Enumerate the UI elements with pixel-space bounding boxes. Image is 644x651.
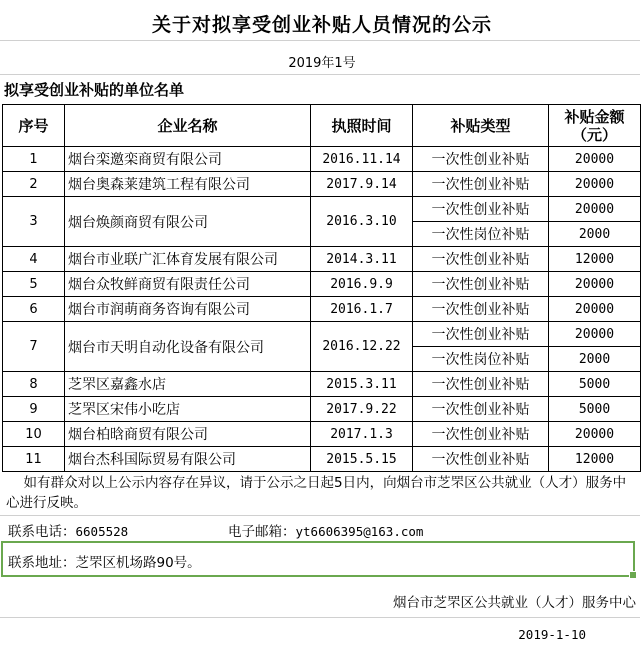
cell-no[interactable]: 1: [3, 147, 65, 172]
sheet-gridline: [0, 74, 640, 75]
cell-subsidy-type[interactable]: 一次性创业补贴: [413, 422, 549, 447]
cell-no[interactable]: 7: [3, 322, 65, 372]
phone-label: 联系电话：: [8, 524, 76, 540]
cell-company-name[interactable]: 烟台奥森莱建筑工程有限公司: [65, 172, 311, 197]
table-row: [3, 272, 641, 297]
cell-no[interactable]: 10: [3, 422, 65, 447]
cell-no[interactable]: 8: [3, 372, 65, 397]
cell-company-name[interactable]: 芝罘区宋伟小吃店: [65, 397, 311, 422]
issuing-organization[interactable]: 烟台市芝罘区公共就业（人才）服务中心: [393, 595, 636, 611]
list-subtitle[interactable]: 拟享受创业补贴的单位名单: [4, 81, 185, 99]
table-row: [3, 322, 641, 347]
subsidy-table: [2, 104, 641, 472]
table-header-row: [3, 105, 641, 147]
cell-license-date[interactable]: 2014.3.11: [311, 247, 413, 272]
table-row: [3, 147, 641, 172]
cell-no[interactable]: 3: [3, 197, 65, 247]
cell-subsidy-type[interactable]: 一次性创业补贴: [413, 372, 549, 397]
cell-subsidy-amount[interactable]: 20000: [549, 272, 641, 297]
cell-no[interactable]: 9: [3, 397, 65, 422]
table-body: [3, 147, 641, 472]
email-label: 电子邮箱：: [228, 524, 296, 540]
table-row: [3, 297, 641, 322]
sheet-gridline: [0, 617, 640, 618]
issue-number[interactable]: 2019年1号: [288, 56, 356, 71]
address-value: 芝罘区机场路90号。: [75, 555, 201, 571]
cell-subsidy-type[interactable]: 一次性创业补贴: [413, 322, 549, 347]
cell-subsidy-type[interactable]: 一次性创业补贴: [413, 447, 549, 472]
cell-subsidy-type[interactable]: 一次性岗位补贴: [413, 222, 549, 247]
header-type[interactable]: 补贴类型: [413, 105, 549, 147]
cell-subsidy-type[interactable]: 一次性创业补贴: [413, 272, 549, 297]
cell-license-date[interactable]: 2015.5.15: [311, 447, 413, 472]
cell-subsidy-amount[interactable]: 12000: [549, 447, 641, 472]
cell-no[interactable]: 5: [3, 272, 65, 297]
cell-subsidy-amount[interactable]: 2000: [549, 222, 641, 247]
cell-license-date[interactable]: 2016.3.10: [311, 197, 413, 247]
contact-address[interactable]: [8, 551, 201, 571]
cell-subsidy-amount[interactable]: 2000: [549, 347, 641, 372]
cell-subsidy-amount[interactable]: 20000: [549, 297, 641, 322]
contact-email[interactable]: [228, 520, 423, 540]
sheet-gridline: [0, 40, 640, 41]
cell-license-date[interactable]: 2016.9.9: [311, 272, 413, 297]
table-row: [3, 397, 641, 422]
cell-company-name[interactable]: 烟台栾邀栾商贸有限公司: [65, 147, 311, 172]
cell-license-date[interactable]: 2017.9.22: [311, 397, 413, 422]
cell-no[interactable]: 4: [3, 247, 65, 272]
address-label: 联系地址：: [8, 555, 76, 571]
cell-subsidy-type[interactable]: 一次性创业补贴: [413, 197, 549, 222]
cell-license-date[interactable]: 2015.3.11: [311, 372, 413, 397]
cell-company-name[interactable]: 芝罘区嘉鑫水店: [65, 372, 311, 397]
cell-subsidy-type[interactable]: 一次性创业补贴: [413, 297, 549, 322]
cell-no[interactable]: 6: [3, 297, 65, 322]
cell-license-date[interactable]: 2017.9.14: [311, 172, 413, 197]
cell-company-name[interactable]: 烟台柏晗商贸有限公司: [65, 422, 311, 447]
header-amount[interactable]: [549, 105, 641, 147]
cell-company-name[interactable]: 烟台市润萌商务咨询有限公司: [65, 297, 311, 322]
page-title[interactable]: 关于对拟享受创业补贴人员情况的公示: [151, 14, 492, 36]
cell-subsidy-amount[interactable]: 5000: [549, 397, 641, 422]
table-row: [3, 172, 641, 197]
fill-handle[interactable]: [629, 571, 637, 579]
table-row: [3, 197, 641, 222]
cell-company-name[interactable]: 烟台焕颜商贸有限公司: [65, 197, 311, 247]
header-no[interactable]: 序号: [3, 105, 65, 147]
cell-no[interactable]: 2: [3, 172, 65, 197]
cell-license-date[interactable]: 2016.11.14: [311, 147, 413, 172]
cell-license-date[interactable]: 2016.12.22: [311, 322, 413, 372]
email-value: yt6606395@163.com: [295, 524, 424, 539]
cell-subsidy-amount[interactable]: 20000: [549, 197, 641, 222]
table-row: [3, 447, 641, 472]
cell-license-date[interactable]: 2017.1.3: [311, 422, 413, 447]
cell-company-name[interactable]: 烟台市天明自动化设备有限公司: [65, 322, 311, 372]
cell-company-name[interactable]: 烟台杰科国际贸易有限公司: [65, 447, 311, 472]
cell-subsidy-amount[interactable]: 20000: [549, 172, 641, 197]
cell-subsidy-amount[interactable]: 20000: [549, 147, 641, 172]
phone-value: 6605528: [75, 524, 129, 539]
cell-subsidy-amount[interactable]: 12000: [549, 247, 641, 272]
header-amount-line2: （元）: [571, 125, 617, 144]
cell-subsidy-amount[interactable]: 5000: [549, 372, 641, 397]
cell-license-date[interactable]: 2016.1.7: [311, 297, 413, 322]
table-row: [3, 422, 641, 447]
notice-text[interactable]: 如有群众对以上公示内容存在异议，请于公示之日起5日内，向烟台市芝罘区公共就业（人才）服务中心进行反映。: [6, 475, 627, 511]
cell-company-name[interactable]: 烟台众牧鲜商贸有限责任公司: [65, 272, 311, 297]
cell-subsidy-type[interactable]: 一次性创业补贴: [413, 147, 549, 172]
table-row: [3, 372, 641, 397]
cell-subsidy-amount[interactable]: 20000: [549, 422, 641, 447]
contact-phone[interactable]: [8, 520, 128, 540]
cell-subsidy-type[interactable]: 一次性创业补贴: [413, 172, 549, 197]
header-name[interactable]: 企业名称: [65, 105, 311, 147]
header-date[interactable]: 执照时间: [311, 105, 413, 147]
cell-company-name[interactable]: 烟台市业联广汇体育发展有限公司: [65, 247, 311, 272]
cell-subsidy-amount[interactable]: 20000: [549, 322, 641, 347]
cell-subsidy-type[interactable]: 一次性创业补贴: [413, 397, 549, 422]
cell-no[interactable]: 11: [3, 447, 65, 472]
issue-date[interactable]: 2019-1-10: [518, 627, 586, 642]
cell-subsidy-type[interactable]: 一次性创业补贴: [413, 247, 549, 272]
sheet-gridline: [0, 515, 640, 516]
header-amount-line1: 补贴金额: [564, 107, 625, 126]
table-row: [3, 247, 641, 272]
cell-subsidy-type[interactable]: 一次性岗位补贴: [413, 347, 549, 372]
